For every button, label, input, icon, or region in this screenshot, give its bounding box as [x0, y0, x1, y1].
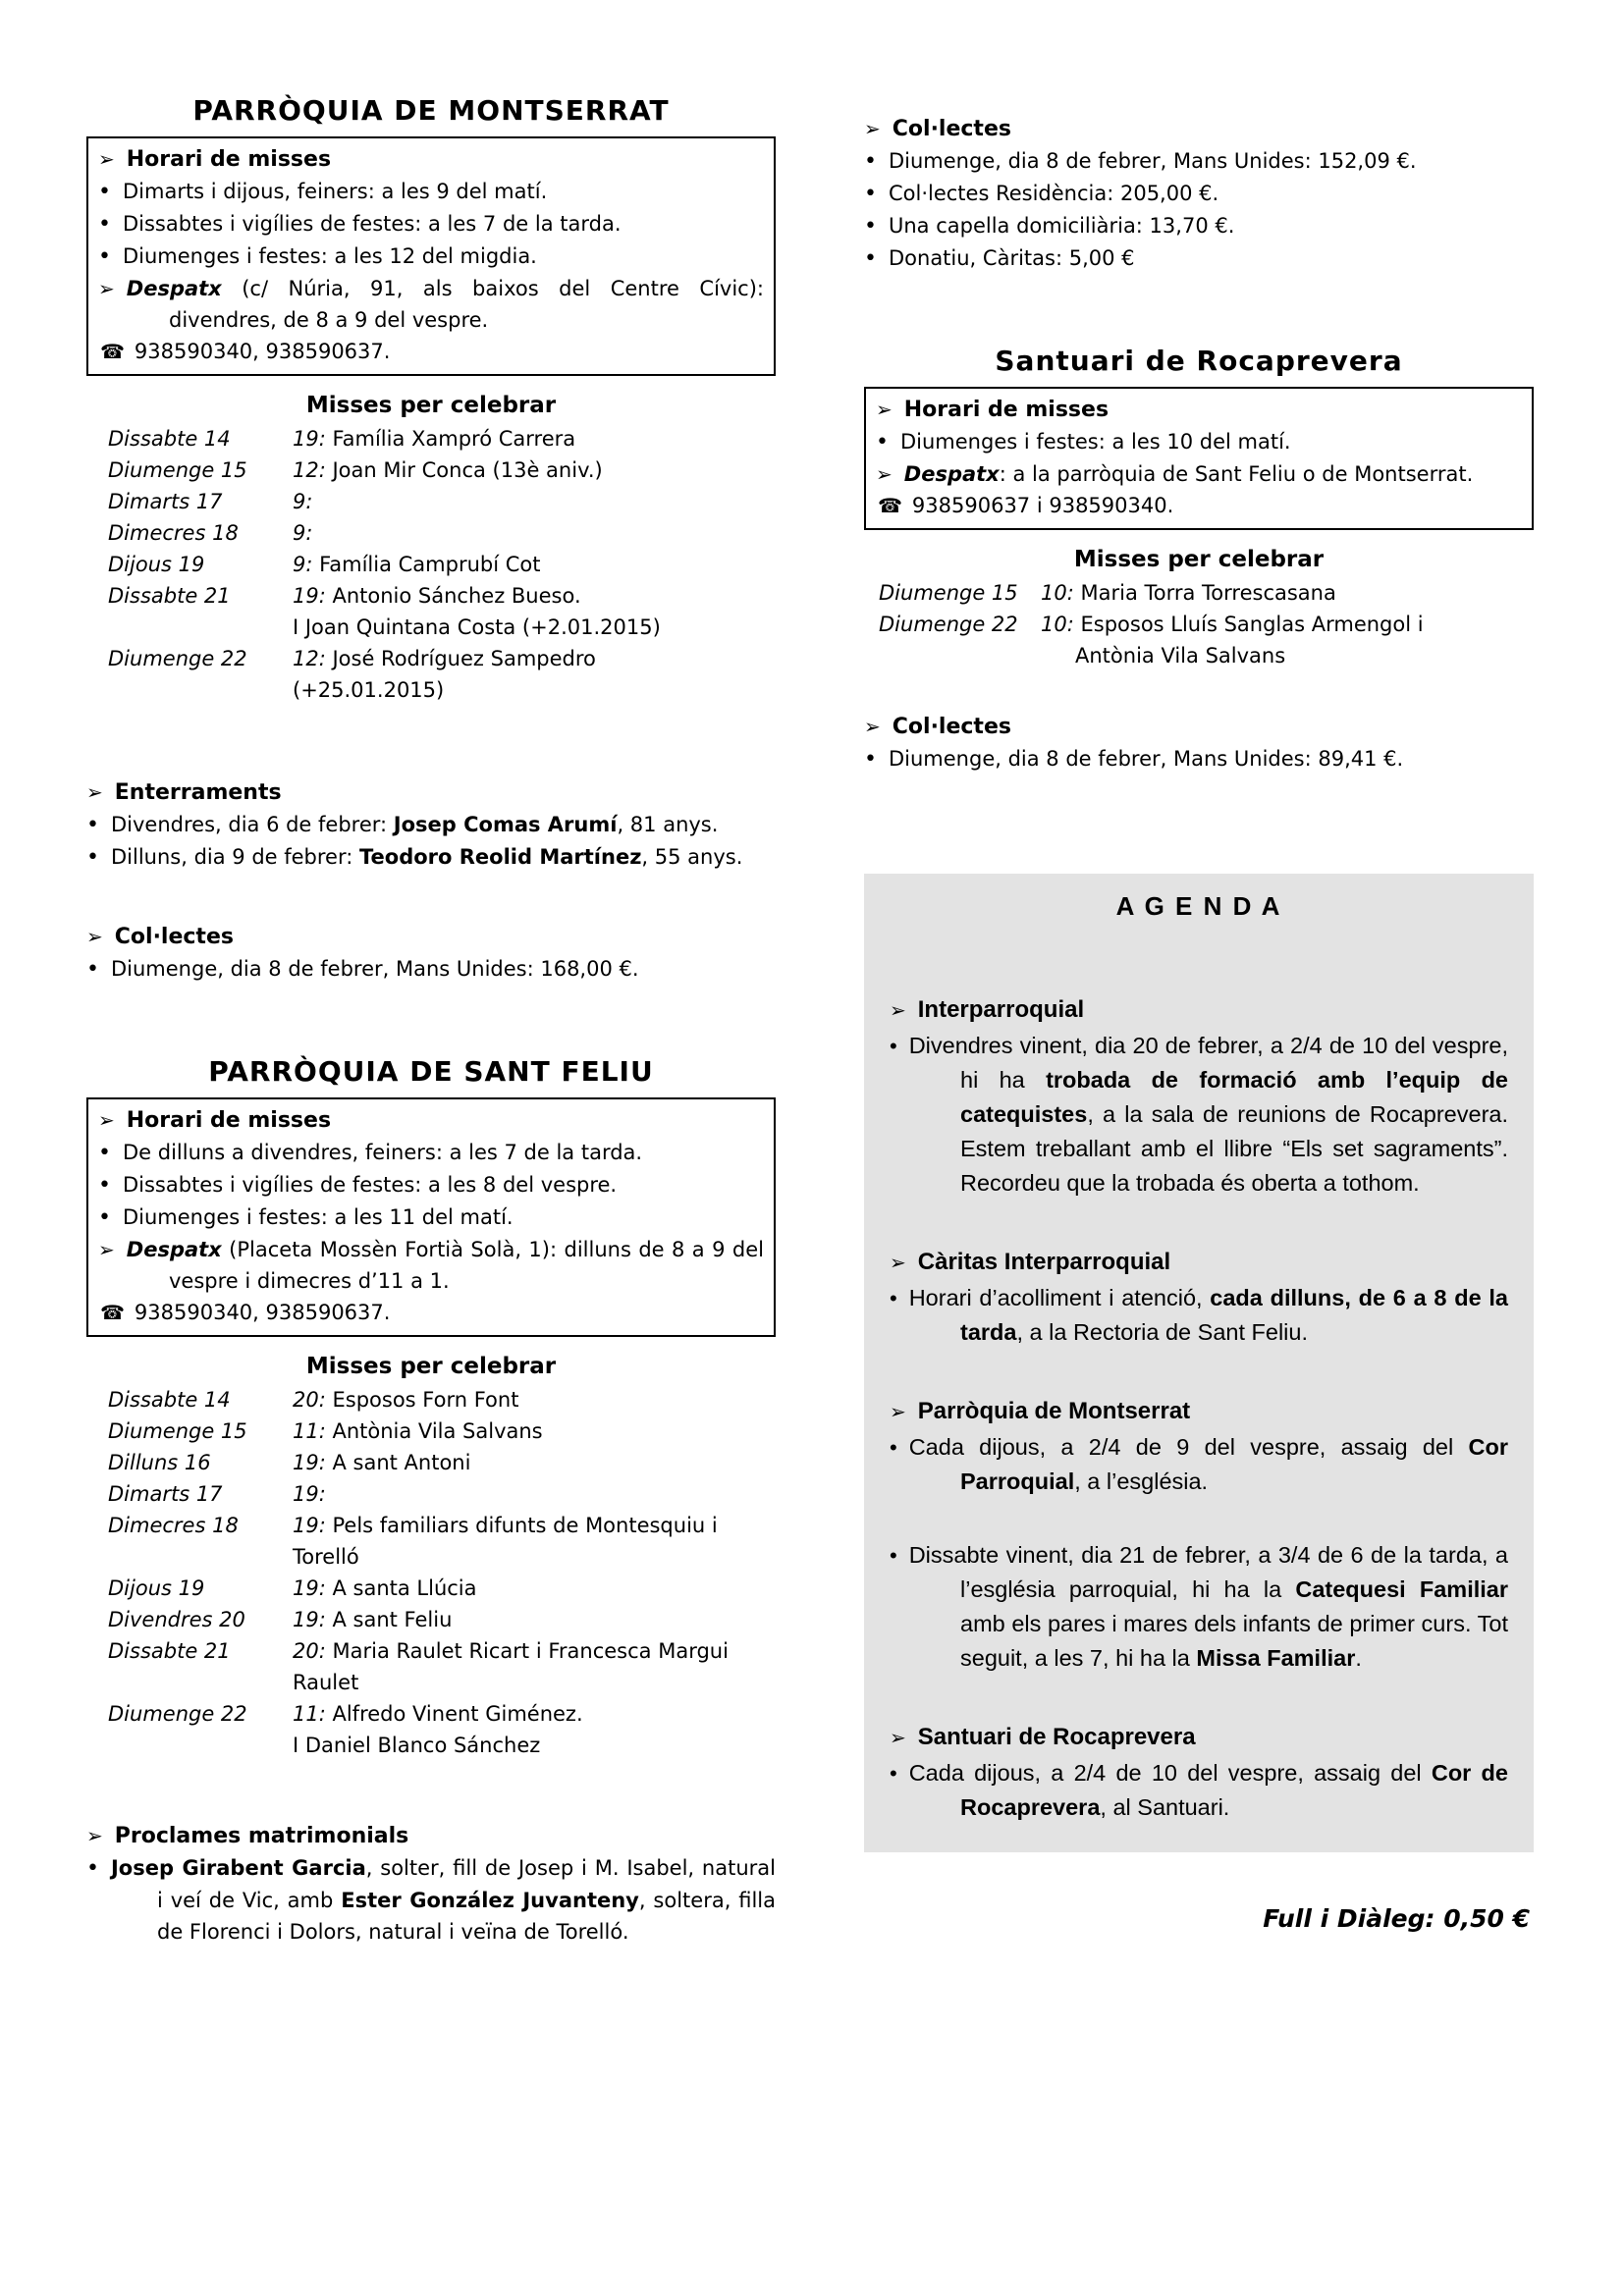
mass-intention: 20: Maria Raulet Ricart i Francesca Margui Raulet [293, 1635, 776, 1698]
arrow-bullet-icon: ➢ [98, 147, 115, 171]
montserrat-horari-header [98, 143, 764, 176]
despatx-item [98, 1234, 764, 1297]
rocaprevera-misses-title: Misses per celebrar [1073, 547, 1325, 572]
mass-row [86, 423, 776, 454]
mass-day: Dissabte 14 [108, 427, 231, 451]
enterrament-item: • Divendres, dia 6 de febrer: Josep Comas Arumí, 81 anys. [86, 813, 719, 837]
mass-intention: 9: [293, 490, 313, 513]
phone-line [98, 336, 764, 367]
bullet-icon: • [86, 845, 99, 870]
bullet-icon: • [876, 430, 889, 454]
mass-intention: 9: [293, 521, 313, 545]
arrow-bullet-icon: ➢ [98, 1238, 115, 1261]
header-label: Horari de misses [126, 1108, 332, 1133]
mass-day: Diumenge 15 [108, 458, 247, 482]
bullet-icon: • [890, 1286, 897, 1310]
collectes-header: ➢ Col·lectes [86, 925, 234, 949]
right-column [864, 93, 1534, 1935]
santfeliu-schedule-box [86, 1097, 776, 1337]
bullet-icon: • [98, 1141, 111, 1165]
mass-day: Dilluns 16 [108, 1451, 211, 1474]
mass-intention-cont: I Daniel Blanco Sánchez [293, 1734, 541, 1757]
mass-row [86, 517, 776, 549]
mass-row [86, 1635, 776, 1698]
despatx-text: Despatx (Placeta Mossèn Fortià Solà, 1): dilluns de 8 a 9 del vespre i dimecres d’11 a 1. [126, 1238, 764, 1293]
mass-row [86, 1510, 776, 1573]
mass-intention-cont: Raulet [293, 1671, 359, 1694]
despatx-text: Despatx: a la parròquia de Sant Feliu o de Montserrat. [903, 462, 1474, 486]
montserrat-misses-table [86, 423, 776, 706]
collectes-header: ➢ Col·lectes [864, 715, 1011, 739]
bullet-icon: • [98, 244, 111, 269]
collectes-top-section [864, 113, 1534, 275]
mass-row [86, 1604, 776, 1635]
collecta-item: • Diumenge, dia 8 de febrer, Mans Unides: 168,00 €. [86, 957, 639, 982]
rocaprevera-schedule-box [864, 387, 1534, 530]
mass-intention: 19: A sant Feliu [293, 1608, 453, 1631]
agenda-item: • Horari d’acolliment i atenció, cada dilluns, de 6 a 8 de la tarda, a la Rectoria de Sant Feliu. [890, 1285, 1508, 1345]
collecta-item: • Donatiu, Càritas: 5,00 € [864, 246, 1135, 271]
agenda-item: • Cada dijous, a 2/4 de 9 del vespre, assaig del Cor Parroquial, a l’església. [890, 1434, 1508, 1494]
arrow-bullet-icon: ➢ [98, 1108, 115, 1132]
phone-icon: ☎ [100, 340, 125, 363]
mass-row [86, 1573, 776, 1604]
mass-day: Dijous 19 [108, 553, 205, 576]
arrow-bullet-icon: ➢ [890, 1253, 906, 1274]
arrow-bullet-icon: ➢ [86, 925, 103, 948]
mass-day: Divendres 20 [108, 1608, 245, 1631]
agenda-section-header: ➢ Interparroquial [890, 996, 1085, 1023]
agenda-section-header: ➢ Càritas Interparroquial [890, 1249, 1171, 1275]
horari-item [98, 240, 764, 273]
bullet-icon: • [864, 214, 877, 239]
phone-numbers: 938590637 i 938590340. [911, 494, 1174, 517]
mass-intention: 10: Esposos Lluís Sanglas Armengol i Antònia Vila Salvans [1041, 609, 1534, 671]
mass-day: Diumenge 22 [108, 647, 247, 670]
santfeliu-horari-header [98, 1104, 764, 1137]
mass-row [86, 1478, 776, 1510]
mass-row [864, 609, 1534, 671]
agenda-section-rocaprevera [890, 1720, 1508, 1825]
collecta-item: • Diumenge, dia 8 de febrer, Mans Unides: 89,41 €. [864, 747, 1404, 772]
header-label: Horari de misses [126, 147, 332, 172]
mass-day: Diumenge 22 [879, 613, 1018, 636]
agenda-box [864, 874, 1534, 1852]
arrow-bullet-icon: ➢ [876, 462, 893, 486]
mass-day: Dissabte 21 [108, 584, 231, 608]
collecta-item: • Col·lectes Residència: 205,00 €. [864, 182, 1219, 206]
bullet-icon: • [98, 1173, 111, 1198]
mass-intention: 19: A santa Llúcia [293, 1576, 477, 1600]
mass-row [86, 580, 776, 643]
arrow-bullet-icon: ➢ [98, 277, 115, 300]
despatx-text: Despatx (c/ Núria, 91, als baixos del Centre Cívic): divendres, de 8 a 9 del vespre. [126, 277, 764, 332]
bullet-icon: • [890, 1034, 897, 1058]
horari-item [98, 1137, 764, 1169]
mass-day: Dijous 19 [108, 1576, 205, 1600]
mass-row [86, 643, 776, 706]
proclama-item: • Josep Girabent Garcia, solter, fill de Josep i M. Isabel, natural i veí de Vic, amb Ester González Juvanteny, soltera, filla de Florenci i Dolors, natural i veïna de Torelló. [86, 1856, 776, 1944]
bullet-icon: • [864, 747, 877, 772]
phone-line [98, 1297, 764, 1328]
agenda-item: • Divendres vinent, dia 20 de febrer, a 2/4 de 10 del vespre, hi ha trobada de formació amb l’equip de catequistes, a la sala de reunions de Rocaprevera. Estem treballant amb el llibre “Els set sagraments”. Recordeu que la trobada és oberta a tothom. [890, 1033, 1508, 1196]
bullet-icon: • [864, 149, 877, 174]
arrow-bullet-icon: ➢ [86, 780, 103, 804]
horari-text: Diumenges i festes: a les 11 del matí. [122, 1205, 514, 1229]
bullet-icon: • [98, 1205, 111, 1230]
mass-intention: 12: Joan Mir Conca (13è aniv.) [293, 458, 603, 482]
agenda-item: • Dissabte vinent, dia 21 de febrer, a 3/4 de 6 de la tarda, a l’església parroquial, hi ha la Catequesi Familiar amb els pares i mares dels infants de primer curs. Tot seguit, a les 7, hi ha la Missa Familiar. [890, 1542, 1508, 1671]
horari-item [98, 176, 764, 208]
mass-row [86, 454, 776, 486]
mass-day: Diumenge 15 [108, 1419, 247, 1443]
enterraments-header: ➢ Enterraments [86, 780, 282, 805]
rocaprevera-title: Santuari de Rocaprevera [995, 345, 1403, 377]
rocaprevera-collectes-section [864, 711, 1534, 775]
horari-item [98, 1169, 764, 1201]
phone-numbers: 938590340, 938590637. [134, 1301, 391, 1324]
horari-text: Dissabtes i vigílies de festes: a les 7 de la tarda. [122, 212, 622, 236]
arrow-bullet-icon: ➢ [890, 1000, 906, 1022]
rocaprevera-horari-header [876, 394, 1522, 426]
mass-intention: 19: Pels familiars difunts de Montesquiu i Torelló [293, 1510, 776, 1573]
arrow-bullet-icon: ➢ [864, 117, 881, 140]
agenda-section-header: ➢ Santuari de Rocaprevera [890, 1724, 1196, 1750]
bullet-icon: • [86, 813, 99, 837]
bullet-icon: • [864, 182, 877, 206]
mass-intention: 12: José Rodríguez Sampedro (+25.01.2015) [293, 643, 776, 706]
santfeliu-title: PARRÒQUIA DE SANT FELIU [208, 1055, 654, 1088]
mass-intention-cont: (+25.01.2015) [293, 678, 445, 702]
mass-day: Diumenge 15 [879, 581, 1018, 605]
price-note: Full i Diàleg: 0,50 € [1263, 1904, 1530, 1933]
mass-day: Dissabte 14 [108, 1388, 231, 1412]
mass-intention: 19: A sant Antoni [293, 1451, 471, 1474]
mass-day: Dimecres 18 [108, 521, 239, 545]
arrow-bullet-icon: ➢ [86, 1824, 103, 1847]
bullet-icon: • [98, 180, 111, 204]
rocaprevera-misses-table [864, 577, 1534, 671]
despatx-item [876, 458, 1522, 490]
bullet-icon: • [86, 957, 99, 982]
mass-day: Diumenge 22 [108, 1702, 247, 1726]
horari-text: Diumenges i festes: a les 10 del matí. [899, 430, 1291, 454]
arrow-bullet-icon: ➢ [876, 398, 893, 421]
despatx-item [98, 273, 764, 336]
agenda-title: A G E N D A [1115, 891, 1282, 921]
santfeliu-misses-table [86, 1384, 776, 1761]
proclames-header: ➢ Proclames matrimonials [86, 1824, 409, 1848]
arrow-bullet-icon: ➢ [890, 1402, 906, 1423]
left-column [86, 93, 776, 1948]
mass-row [86, 549, 776, 580]
mass-intention: 19: Antonio Sánchez Bueso. I Joan Quintana Costa (+2.01.2015) [293, 580, 776, 643]
mass-intention: 11: Alfredo Vinent Giménez. I Daniel Blanco Sánchez [293, 1698, 776, 1761]
mass-day: Dimarts 17 [108, 1482, 223, 1506]
mass-row [86, 1384, 776, 1415]
mass-row [864, 577, 1534, 609]
mass-intention: 10: Maria Torra Torrescasana [1041, 581, 1336, 605]
montserrat-collectes-section [86, 921, 776, 986]
mass-row [86, 1447, 776, 1478]
bullet-icon: • [890, 1761, 897, 1786]
agenda-section-header: ➢ Parròquia de Montserrat [890, 1398, 1191, 1424]
mass-intention-cont: Antònia Vila Salvans [1075, 644, 1286, 667]
horari-item [98, 1201, 764, 1234]
horari-text: Dimarts i dijous, feiners: a les 9 del matí. [122, 180, 548, 203]
mass-day: Dissabte 21 [108, 1639, 231, 1663]
bullet-icon: • [890, 1435, 897, 1460]
horari-text: Diumenges i festes: a les 12 del migdia. [122, 244, 537, 268]
mass-intention: 20: Esposos Forn Font [293, 1388, 519, 1412]
phone-icon: ☎ [878, 494, 902, 517]
bullet-icon: • [86, 1856, 99, 1881]
phone-numbers: 938590340, 938590637. [134, 340, 391, 363]
agenda-item: • Cada dijous, a 2/4 de 10 del vespre, assaig del Cor de Rocaprevera, al Santuari. [890, 1760, 1508, 1820]
mass-intention: 11: Antònia Vila Salvans [293, 1419, 543, 1443]
horari-text: De dilluns a divendres, feiners: a les 7 de la tarda. [122, 1141, 643, 1164]
mass-day: Dimecres 18 [108, 1514, 239, 1537]
proclames-section [86, 1820, 776, 1948]
mass-row [86, 486, 776, 517]
arrow-bullet-icon: ➢ [890, 1728, 906, 1749]
montserrat-misses-title: Misses per celebrar [305, 393, 557, 418]
collecta-item: • Diumenge, dia 8 de febrer, Mans Unides: 152,09 €. [864, 149, 1417, 174]
mass-intention: 19: Família Xampró Carrera [293, 427, 576, 451]
mass-intention: 19: [293, 1482, 326, 1506]
mass-intention-cont: I Joan Quintana Costa (+2.01.2015) [293, 615, 661, 639]
bullet-icon: • [890, 1543, 897, 1568]
phone-line [876, 490, 1522, 521]
mass-row [86, 1415, 776, 1447]
header-label: Horari de misses [903, 398, 1110, 422]
montserrat-schedule-box [86, 136, 776, 376]
enterraments-section [86, 776, 776, 874]
mass-intention-cont: Torelló [293, 1545, 359, 1569]
bullet-icon: • [864, 246, 877, 271]
arrow-bullet-icon: ➢ [864, 715, 881, 738]
phone-icon: ☎ [100, 1301, 125, 1324]
agenda-section-montserrat [890, 1394, 1508, 1676]
santfeliu-misses-title: Misses per celebrar [305, 1354, 557, 1379]
collecta-item: • Una capella domiciliària: 13,70 €. [864, 214, 1235, 239]
agenda-section-interparroquial [890, 992, 1508, 1201]
horari-text: Dissabtes i vigílies de festes: a les 8 del vespre. [122, 1173, 618, 1197]
horari-item [876, 426, 1522, 458]
enterrament-item: • Dilluns, dia 9 de febrer: Teodoro Reolid Martínez, 55 anys. [86, 845, 743, 870]
mass-row [86, 1698, 776, 1761]
agenda-section-caritas [890, 1245, 1508, 1350]
mass-day: Dimarts 17 [108, 490, 223, 513]
bullet-icon: • [98, 212, 111, 237]
mass-intention: 9: Família Camprubí Cot [293, 553, 541, 576]
horari-item [98, 208, 764, 240]
montserrat-title: PARRÒQUIA DE MONTSERRAT [192, 94, 670, 127]
collectes-header: ➢ Col·lectes [864, 117, 1011, 141]
